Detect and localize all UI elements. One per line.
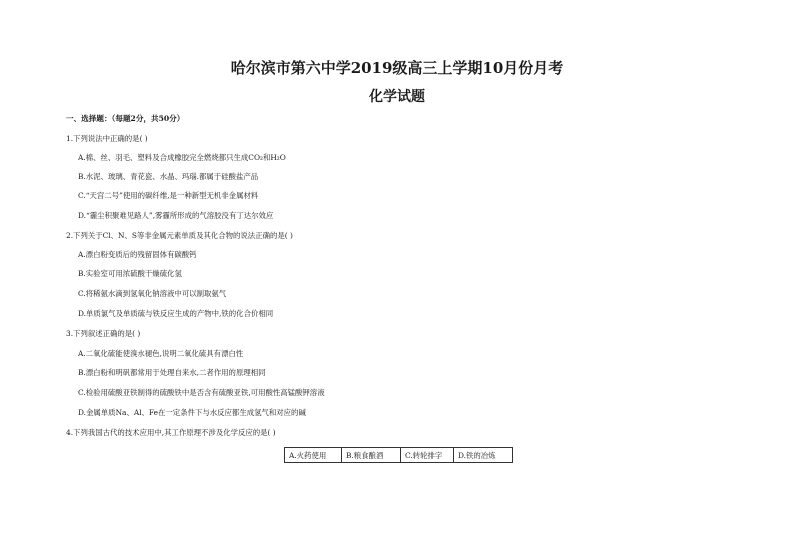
question-3-stem: 3.下列叙述正确的是( ) — [66, 329, 141, 338]
table-cell-b: B.粮食酿酒 — [342, 448, 401, 463]
question-1-option-a: A.棉、丝、羽毛、塑料及合成橡胶完全燃烧都只生成CO₂和H₂O — [78, 153, 286, 162]
question-2-option-c: C.将稀氨水滴到氢氧化钠溶液中可以制取氨气 — [78, 289, 227, 298]
question-2-option-b: B.实验室可用浓硫酸干燥硫化氢 — [78, 269, 182, 278]
table-cell-a: A.火药使用 — [285, 448, 342, 463]
question-2-stem: 2.下列关于Cl、N、S等非金属元素单质及其化合物的说法正确的是( ) — [66, 231, 293, 240]
question-1-stem: 1.下列说法中正确的是( ) — [66, 134, 148, 143]
section-heading: 一、选择题：（每题2分，共50分） — [66, 114, 185, 123]
question-3-option-d: D.金属单质Na、Al、Fe在一定条件下与水反应都生成氢气和对应的碱 — [78, 408, 306, 417]
question-1-option-b: B.水泥、玻璃、青花瓷、水晶、玛瑙.都属于硅酸盐产品 — [78, 172, 259, 181]
question-1-option-c: C.“天宫二号”使用的碳纤维,是一种新型无机非金属材料 — [78, 191, 259, 200]
question-2-option-a: A.漂白粉变质后的残留固体有碳酸钙 — [78, 250, 197, 259]
question-4-stem: 4.下列我国古代的技术应用中,其工作原理不涉及化学反应的是( ) — [66, 428, 276, 437]
question-3-option-c: C.检验用硫酸亚铁制得的硫酸铁中是否含有硫酸亚铁,可用酸性高锰酸钾溶液 — [78, 388, 325, 397]
question-4-option-table — [284, 447, 513, 463]
question-1-option-d: D.“霾尘积聚难见路人”,雾霾所形成的气溶胶没有丁达尔效应 — [78, 211, 274, 220]
question-3-option-b: B.漂白粉和明矾都常用于处理自来水,二者作用的原理相同 — [78, 368, 266, 377]
table-cell-d: D.铁的冶炼 — [454, 448, 513, 463]
question-2-option-d: D.单质氯气及单质硫与铁反应生成的产物中,铁的化合价相同 — [78, 309, 274, 318]
question-3-option-a: A.二氧化硫能使溴水褪色,说明二氧化硫具有漂白性 — [78, 349, 244, 358]
exam-title: 哈尔滨市第六中学2019级高三上学期10月份月考 — [230, 59, 564, 77]
exam-subject: 化学试题 — [369, 89, 425, 105]
table-cell-c: C.转轮排字 — [401, 448, 454, 463]
